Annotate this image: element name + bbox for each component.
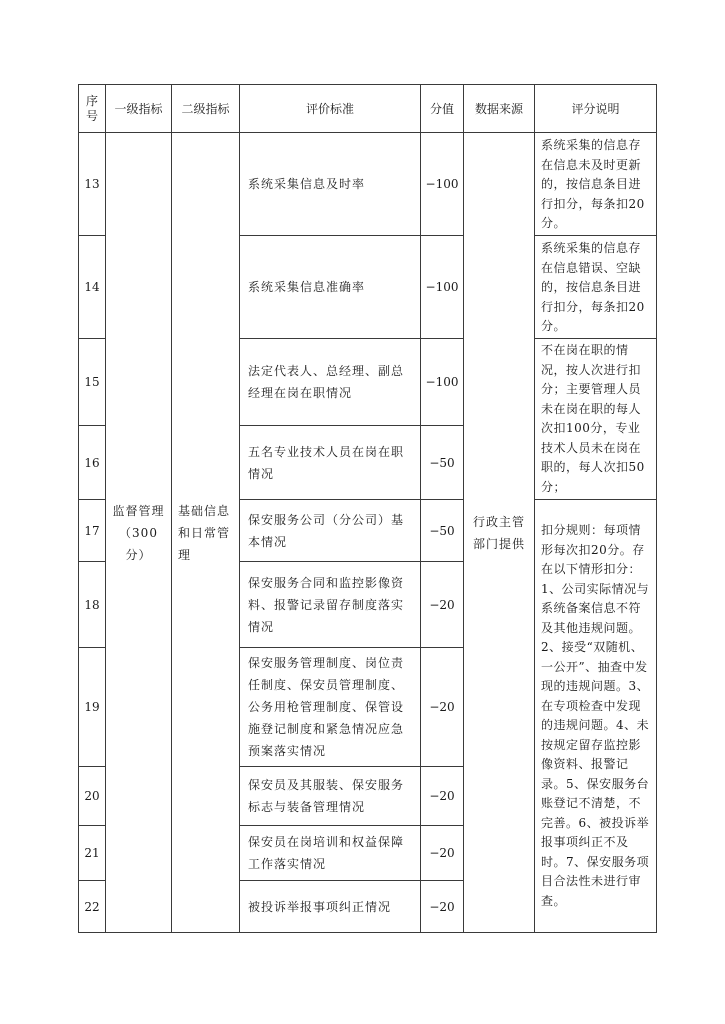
row-number: 20	[79, 767, 106, 826]
criteria-cell: 保安服务管理制度、岗位责任制度、保安员管理制度、公务用枪管理制度、保管设施登记制度和紧急情况应急预案落实情况	[240, 648, 421, 767]
row-number: 22	[79, 881, 106, 933]
criteria-cell: 系统采集信息准确率	[240, 236, 421, 339]
level1-indicator: 监督管理（300分）	[106, 133, 172, 933]
header-no: 序号	[79, 85, 106, 133]
row-number: 13	[79, 133, 106, 236]
criteria-cell: 法定代表人、总经理、副总经理在岗在职情况	[240, 339, 421, 426]
row-number: 21	[79, 826, 106, 881]
row-number: 14	[79, 236, 106, 339]
description-cell: 系统采集的信息存在信息未及时更新的，按信息条目进行扣分，每条扣20分。	[535, 133, 657, 236]
score-cell: −50	[421, 426, 464, 500]
score-cell: −20	[421, 562, 464, 648]
criteria-cell: 系统采集信息及时率	[240, 133, 421, 236]
description-cell: 扣分规则：每项情形每次扣20分。存在以下情形扣分：1、公司实际情况与系统备案信息不符及其他违规问题。2、接受“双随机、一公开”、抽查中发现的违规问题。3、在专项检查中发现的违规问题。4、未按规定留存监控影像资料、报警记录。5、保安服务台账登记不清楚，不完善。6、被投诉举报事项纠正不及时。7、保安服务项目合法性未进行审查。	[535, 500, 657, 933]
header-level1: 一级指标	[106, 85, 172, 133]
header-score: 分值	[421, 85, 464, 133]
score-cell: −20	[421, 767, 464, 826]
score-cell: −100	[421, 236, 464, 339]
row-number: 15	[79, 339, 106, 426]
header-level2: 二级指标	[172, 85, 240, 133]
row-number: 18	[79, 562, 106, 648]
row-number: 19	[79, 648, 106, 767]
table-row	[79, 133, 657, 236]
data-source: 行政主管部门提供	[464, 133, 535, 933]
header-description: 评分说明	[535, 85, 657, 133]
criteria-cell: 保安员及其服装、保安服务标志与装备管理情况	[240, 767, 421, 826]
description-cell: 不在岗在职的情况，按人次进行扣分；主要管理人员未在岗在职的每人次扣100分，专业技术人员未在岗在职的，每人次扣50分；	[535, 339, 657, 500]
score-cell: −20	[421, 648, 464, 767]
evaluation-table	[78, 84, 657, 933]
criteria-cell: 保安服务公司（分公司）基本情况	[240, 500, 421, 562]
criteria-cell: 五名专业技术人员在岗在职情况	[240, 426, 421, 500]
header-row	[79, 85, 657, 133]
score-cell: −20	[421, 826, 464, 881]
header-criteria: 评价标准	[240, 85, 421, 133]
level2-indicator: 基础信息和日常管理	[172, 133, 240, 933]
criteria-cell: 保安员在岗培训和权益保障工作落实情况	[240, 826, 421, 881]
score-cell: −50	[421, 500, 464, 562]
row-number: 17	[79, 500, 106, 562]
description-cell: 系统采集的信息存在信息错误、空缺的，按信息条目进行扣分，每条扣20分。	[535, 236, 657, 339]
row-number: 16	[79, 426, 106, 500]
score-cell: −100	[421, 133, 464, 236]
criteria-cell: 保安服务合同和监控影像资料、报警记录留存制度落实情况	[240, 562, 421, 648]
header-source: 数据来源	[464, 85, 535, 133]
score-cell: −20	[421, 881, 464, 933]
score-cell: −100	[421, 339, 464, 426]
criteria-cell: 被投诉举报事项纠正情况	[240, 881, 421, 933]
